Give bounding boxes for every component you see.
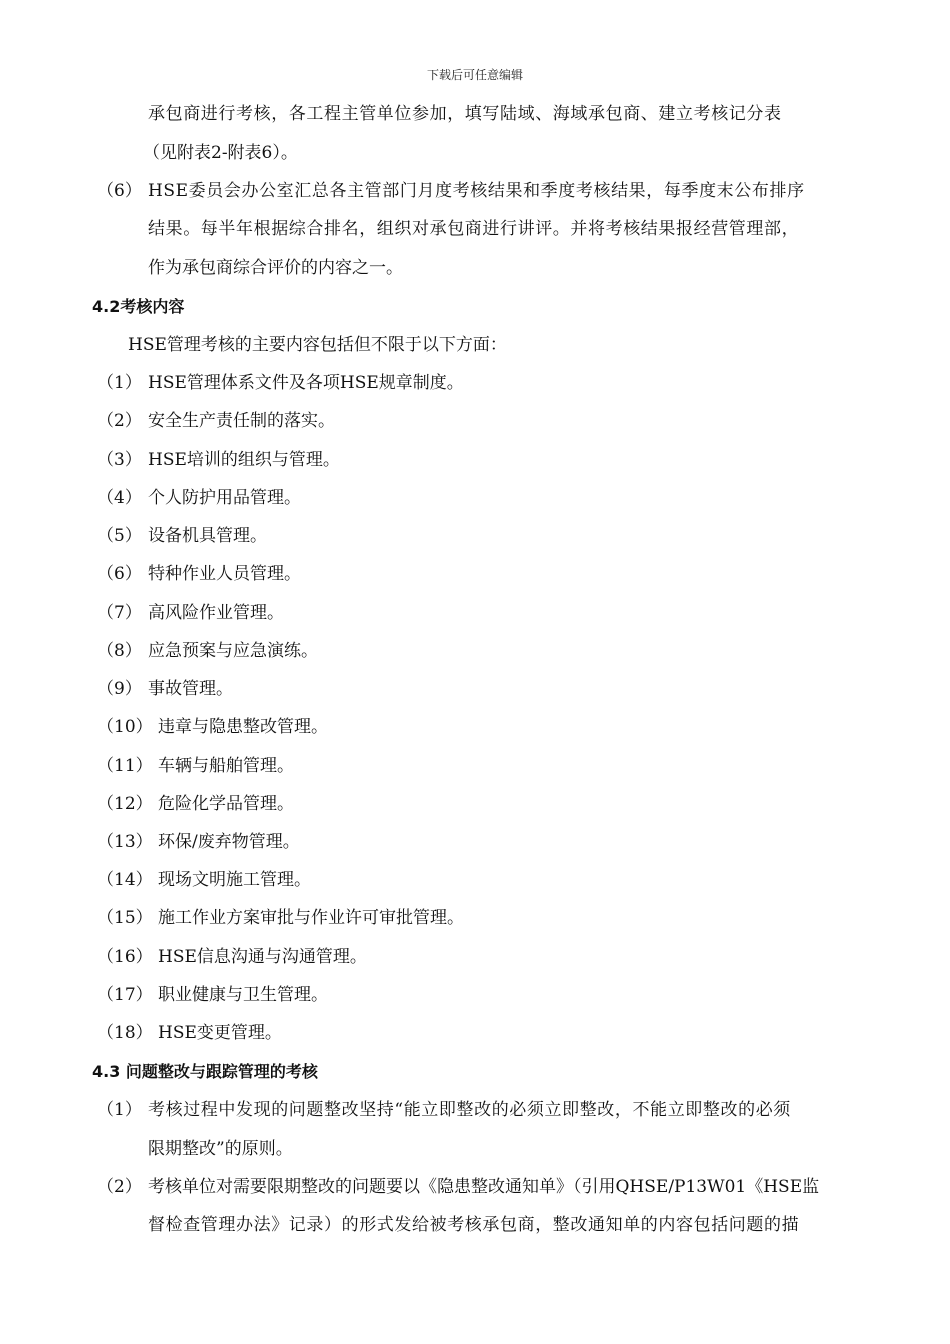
list-item-text: HSE管理体系文件及各项HSE规章制度。 xyxy=(148,373,464,393)
list-item-text: 危险化学品管理。 xyxy=(158,794,294,814)
list-item-number: （14） xyxy=(97,870,153,890)
list-item-number: （11） xyxy=(97,756,153,776)
list-item-number: （18） xyxy=(97,1023,153,1043)
list-item-text: 设备机具管理。 xyxy=(148,526,267,546)
section-4-3-title: 4.3 问题整改与跟踪管理的考核 xyxy=(92,1062,318,1081)
item-6-line-1: HSE委员会办公室汇总各主管部门月度考核结果和季度考核结果，每季度末公布排序 xyxy=(148,181,805,201)
list-item-number: （12） xyxy=(97,794,153,814)
intro-line-2: （见附表2-附表6）。 xyxy=(143,143,298,163)
list-item-number: （7） xyxy=(97,603,142,623)
list-item-text: HSE信息沟通与沟通管理。 xyxy=(158,947,367,967)
list-item-text: 施工作业方案审批与作业许可审批管理。 xyxy=(158,908,464,928)
list-item-text: 违章与隐患整改管理。 xyxy=(158,717,328,737)
section-4-3-item-2-line-1: 考核单位对需要限期整改的问题要以《隐患整改通知单》（引用QHSE/P13W01《HSE监 xyxy=(148,1177,820,1197)
list-item-number: （6） xyxy=(97,564,142,584)
item-6-number: （6） xyxy=(97,181,142,201)
list-item-text: 环保/废弃物管理。 xyxy=(158,832,300,852)
list-item-text: 事故管理。 xyxy=(148,679,233,699)
section-4-3-item-1-line-2: 限期整改”的原则。 xyxy=(148,1139,293,1159)
list-item-text: 现场文明施工管理。 xyxy=(158,870,311,890)
list-item-text: 职业健康与卫生管理。 xyxy=(158,985,328,1005)
list-item-text: 高风险作业管理。 xyxy=(148,603,284,623)
list-item-number: （10） xyxy=(97,717,153,737)
list-item-number: （3） xyxy=(97,450,142,470)
section-4-3-item-2-number: （2） xyxy=(97,1177,142,1197)
list-item-text: 特种作业人员管理。 xyxy=(148,564,301,584)
list-item-text: 应急预案与应急演练。 xyxy=(148,641,318,661)
item-6-line-3: 作为承包商综合评价的内容之一。 xyxy=(148,258,403,278)
header-note: 下载后可任意编辑 xyxy=(426,68,523,82)
list-item-number: （9） xyxy=(97,679,142,699)
list-item-text: HSE培训的组织与管理。 xyxy=(148,450,340,470)
list-item-number: （8） xyxy=(97,641,142,661)
section-4-3-item-2-line-2: 督检查管理办法》记录）的形式发给被考核承包商，整改通知单的内容包括问题的描 xyxy=(148,1215,800,1235)
section-4-3-item-1-number: （1） xyxy=(97,1100,142,1120)
list-item-number: （17） xyxy=(97,985,153,1005)
section-4-2-title: 4.2考核内容 xyxy=(92,297,185,316)
list-item-number: （5） xyxy=(97,526,142,546)
section-4-2-intro: HSE管理考核的主要内容包括但不限于以下方面： xyxy=(128,335,507,355)
list-item-number: （2） xyxy=(97,411,142,431)
list-item-number: （1） xyxy=(97,373,142,393)
list-item-number: （4） xyxy=(97,488,142,508)
list-item-number: （13） xyxy=(97,832,153,852)
list-item-number: （16） xyxy=(97,947,153,967)
intro-line-1: 承包商进行考核，各工程主管单位参加，填写陆域、海域承包商、建立考核记分表 xyxy=(148,104,782,124)
section-4-3-item-1-line-1: 考核过程中发现的问题整改坚持“能立即整改的必须立即整改，不能立即整改的必须 xyxy=(148,1100,791,1120)
item-6-line-2: 结果。每半年根据综合排名，组织对承包商进行讲评。并将考核结果报经营管理部， xyxy=(148,219,800,239)
list-item-number: （15） xyxy=(97,908,153,928)
list-item-text: 车辆与船舶管理。 xyxy=(158,756,294,776)
list-item-text: 个人防护用品管理。 xyxy=(148,488,301,508)
list-item-text: 安全生产责任制的落实。 xyxy=(148,411,335,431)
list-item-text: HSE变更管理。 xyxy=(158,1023,282,1043)
